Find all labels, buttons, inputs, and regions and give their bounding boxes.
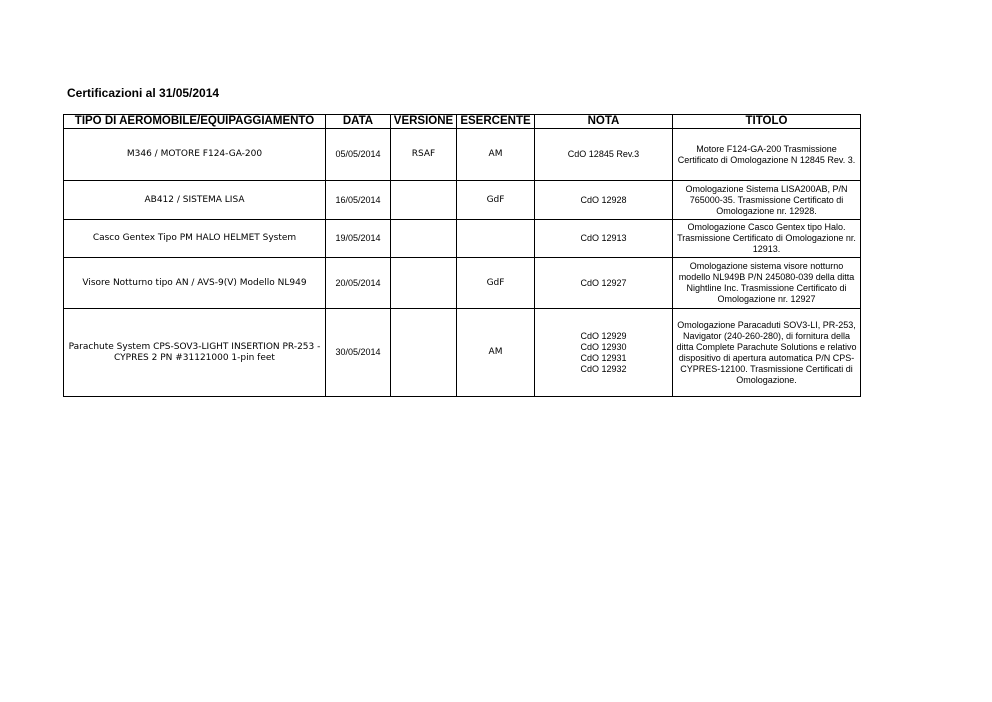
cell-tipo: AB412 / SISTEMA LISA xyxy=(64,181,326,220)
table-row xyxy=(64,258,861,309)
cell-nota xyxy=(535,220,673,258)
nota-line: CdO 12932 xyxy=(580,363,627,374)
cell-versione xyxy=(391,258,457,309)
header-tipo: TIPO DI AEROMOBILE/EQUIPAGGIAMENTO xyxy=(64,115,326,129)
cell-esercente: AM xyxy=(457,129,535,181)
cell-data: 05/05/2014 xyxy=(326,129,391,181)
nota-line: CdO 12929 xyxy=(580,330,627,341)
cell-nota xyxy=(535,181,673,220)
page-title: Certificazioni al 31/05/2014 xyxy=(67,86,220,100)
cell-esercente: AM xyxy=(457,309,535,397)
table-row xyxy=(64,181,861,220)
cell-versione xyxy=(391,181,457,220)
cell-tipo: Visore Notturno tipo AN / AVS-9(V) Modello NL949 xyxy=(64,258,326,309)
cell-nota xyxy=(535,258,673,309)
cell-titolo: Omologazione Sistema LISA200AB, P/N 765000-35. Trasmissione Certificato di Omologazione nr. 12928. xyxy=(673,181,861,220)
header-titolo: TITOLO xyxy=(673,115,861,129)
cell-esercente xyxy=(457,220,535,258)
cell-nota xyxy=(535,309,673,397)
cell-data: 19/05/2014 xyxy=(326,220,391,258)
certifications-table xyxy=(63,114,861,397)
cell-tipo: M346 / MOTORE F124-GA-200 xyxy=(64,129,326,181)
cell-esercente: GdF xyxy=(457,258,535,309)
cell-data: 16/05/2014 xyxy=(326,181,391,220)
nota-line: CdO 12845 Rev.3 xyxy=(567,149,640,159)
nota-line: CdO 12928 xyxy=(580,194,627,205)
cell-versione xyxy=(391,309,457,397)
cell-versione: RSAF xyxy=(391,129,457,181)
nota-line: CdO 12930 xyxy=(580,341,627,352)
header-data: DATA xyxy=(326,115,391,129)
header-versione: VERSIONE xyxy=(391,115,457,129)
cell-tipo: Parachute System CPS-SOV3-LIGHT INSERTION PR-253 - CYPRES 2 PN #31121000 1-pin feet xyxy=(64,309,326,397)
cell-titolo: Omologazione sistema visore notturno modello NL949B P/N 245080-039 della ditta Nightline Inc. Trasmissione Certificato di Omologazione nr. 12927 xyxy=(673,258,861,309)
header-esercente: ESERCENTE xyxy=(457,115,535,129)
nota-line: CdO 12927 xyxy=(580,277,627,288)
cell-titolo: Motore F124-GA-200 Trasmissione Certificato di Omologazione N 12845 Rev. 3. xyxy=(673,129,861,181)
cell-titolo: Omologazione Casco Gentex tipo Halo. Trasmissione Certificato di Omologazione nr. 12913. xyxy=(673,220,861,258)
header-nota: NOTA xyxy=(535,115,673,129)
table-header-row xyxy=(64,115,861,129)
cell-esercente: GdF xyxy=(457,181,535,220)
cell-versione xyxy=(391,220,457,258)
cell-nota xyxy=(535,129,673,181)
cell-tipo: Casco Gentex Tipo PM HALO HELMET System xyxy=(64,220,326,258)
cell-data: 20/05/2014 xyxy=(326,258,391,309)
cell-titolo: Omologazione Paracaduti SOV3-LI, PR-253, Navigator (240-260-280), di fornitura della ditta Complete Parachute Solutions e relativo dispositivo di apertura automatica P/N CPS-CYPRES-12100. Trasmissione Certificati di Omologazione. xyxy=(673,309,861,397)
nota-line: CdO 12931 xyxy=(580,352,627,363)
table-row xyxy=(64,129,861,181)
table-row xyxy=(64,220,861,258)
cell-data: 30/05/2014 xyxy=(326,309,391,397)
nota-line: CdO 12913 xyxy=(580,233,627,243)
table-row xyxy=(64,309,861,397)
